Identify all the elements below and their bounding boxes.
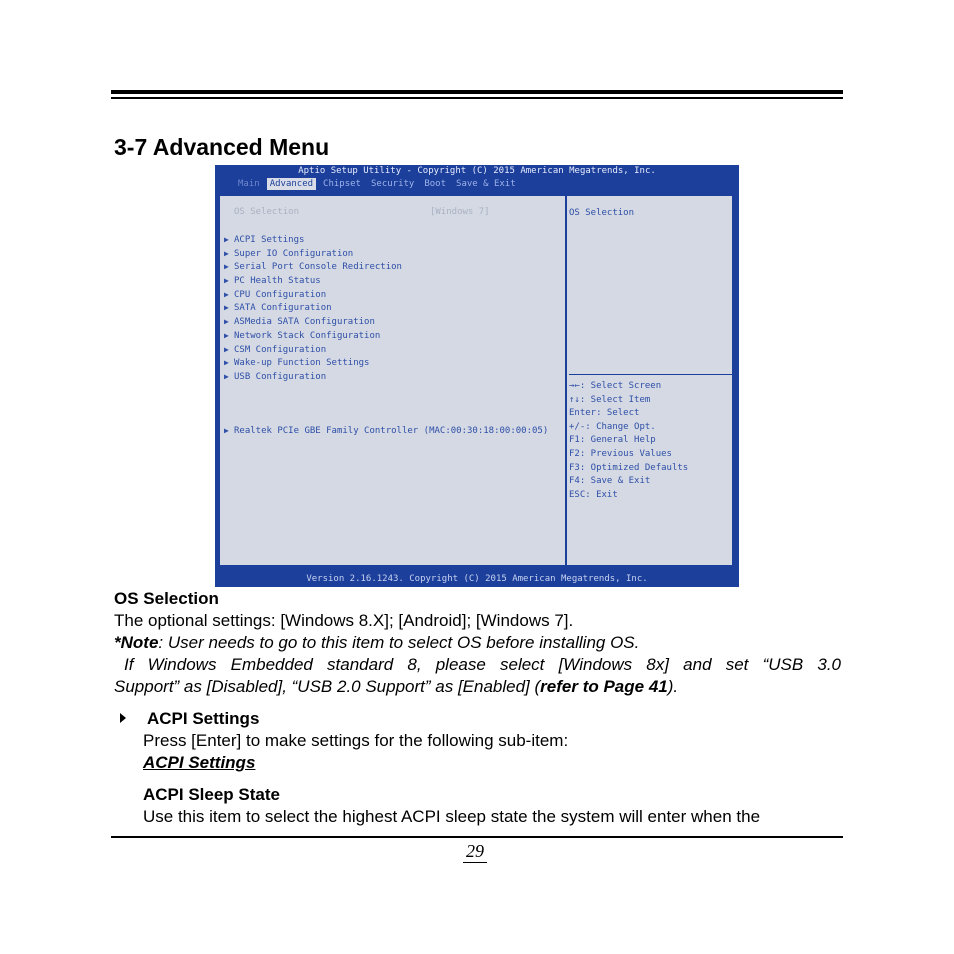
bios-tab-main[interactable]: Main [238, 179, 260, 189]
bios-title: Aptio Setup Utility - Copyright (C) 2015 American Megatrends, Inc. [298, 166, 656, 176]
acpi-press-text: Press [Enter] to make settings for the following sub-item: [143, 731, 569, 750]
header-rule-thick [111, 90, 843, 94]
bios-menu-item[interactable]: ▶ CPU Configuration [224, 289, 327, 300]
bios-menu-item[interactable]: ▶ CSM Configuration [224, 344, 327, 355]
acpi-sleep-state-text: Use this item to select the highest ACPI sleep state the system will enter when the [143, 807, 761, 826]
note-text: : User needs to go to this item to select OS before installing OS. [158, 633, 640, 652]
note-label: *Note [114, 633, 159, 652]
bios-key-hint: ↑↓: Select Item [569, 394, 651, 405]
os-selection-note-line2: Support” as [Disabled], “USB 2.0 Support” as [Enabled] (refer to Page 41). [114, 677, 679, 696]
bios-key-hint: F4: Save & Exit [569, 476, 651, 487]
bios-menu-list [224, 233, 402, 384]
bios-os-selection-label[interactable]: OS Selection [234, 207, 300, 217]
bios-tab-advanced[interactable]: Advanced [267, 178, 316, 190]
os-selection-options: The optional settings: [Windows 8.X]; [Android]; [Windows 7]. [114, 611, 574, 630]
bios-tab-chipset[interactable]: Chipset [323, 179, 361, 189]
arrow-right-icon: ▶ [224, 344, 229, 354]
arrow-right-icon: ▶ [224, 235, 229, 244]
page-number: 29 [463, 840, 487, 863]
arrow-right-icon: ▶ [224, 276, 229, 286]
bios-realtek-item[interactable]: ▶ Realtek PCIe GBE Family Controller (MAC:00:30:18:00:00:05) [224, 426, 549, 436]
bios-tab-boot[interactable]: Boot [424, 179, 447, 189]
bios-tab-save-exit[interactable]: Save & Exit [456, 179, 516, 189]
bios-menu-item[interactable]: ▶ ASMedia SATA Configuration [224, 317, 375, 328]
arrow-right-icon: ▶ [224, 289, 229, 299]
bios-menu-item[interactable]: ▶ ACPI Settings [224, 235, 305, 245]
bios-help-title: OS Selection [569, 208, 635, 218]
arrow-right-icon: ▶ [224, 303, 229, 313]
bios-tab-security[interactable]: Security [370, 179, 415, 189]
bios-key-hint: F3: Optimized Defaults [569, 462, 689, 473]
bios-version-footer: Version 2.16.1243. Copyright (C) 2015 American Megatrends, Inc. [306, 574, 648, 584]
os-selection-note [114, 633, 639, 653]
bios-screenshot [215, 165, 739, 587]
bios-key-hint: ESC: Exit [569, 489, 618, 500]
bios-menu-item[interactable]: ▶ Network Stack Configuration [224, 330, 381, 341]
bios-panel [218, 194, 734, 567]
arrow-right-icon: ▶ [224, 330, 229, 340]
bios-menu-item[interactable]: ▶ Super IO Configuration [224, 248, 354, 259]
bios-key-hint: F2: Previous Values [569, 448, 672, 459]
bios-key-hint: Enter: Select [569, 408, 640, 419]
header-rule-thin [111, 97, 843, 99]
bios-key-hint: F1: General Help [569, 435, 656, 446]
os-selection-note-line1: If Windows Embedded standard 8, please select [Windows 8x] and set “USB 3.0 [124, 655, 841, 674]
bios-tab-bar [235, 178, 523, 190]
arrow-right-icon: ▶ [224, 317, 229, 327]
bios-menu-item[interactable]: ▶ SATA Configuration [224, 303, 332, 314]
bullet-triangle-icon [120, 713, 126, 723]
page-reference: refer to Page 41 [540, 677, 668, 696]
arrow-right-icon: ▶ [224, 262, 229, 272]
arrow-right-icon: ▶ [224, 426, 229, 435]
bios-menu-item[interactable]: ▶ Wake-up Function Settings [224, 358, 370, 369]
bios-menu-item[interactable]: ▶ PC Health Status [224, 276, 321, 287]
arrow-right-icon: ▶ [224, 371, 229, 381]
bios-menu-item[interactable]: ▶ USB Configuration [224, 371, 327, 382]
bios-key-hint: →←: Select Screen [569, 381, 662, 391]
os-selection-heading: OS Selection [114, 589, 219, 608]
arrow-right-icon: ▶ [224, 248, 229, 258]
bios-key-legend [569, 380, 688, 502]
bios-key-hint: +/-: Change Opt. [569, 421, 656, 432]
acpi-settings-heading: ACPI Settings [147, 709, 260, 728]
bios-menu-item[interactable]: ▶ Serial Port Console Redirection [224, 262, 402, 273]
section-heading: 3-7 Advanced Menu [114, 134, 330, 160]
arrow-right-icon: ▶ [224, 358, 229, 368]
bios-os-selection-value[interactable]: [Windows 7] [430, 207, 490, 217]
acpi-sleep-state-heading: ACPI Sleep State [143, 785, 280, 804]
acpi-sub-title: ACPI Settings [143, 753, 256, 772]
bios-panel-divider [565, 196, 567, 565]
footer-rule [111, 836, 843, 838]
bios-help-divider [569, 374, 733, 375]
